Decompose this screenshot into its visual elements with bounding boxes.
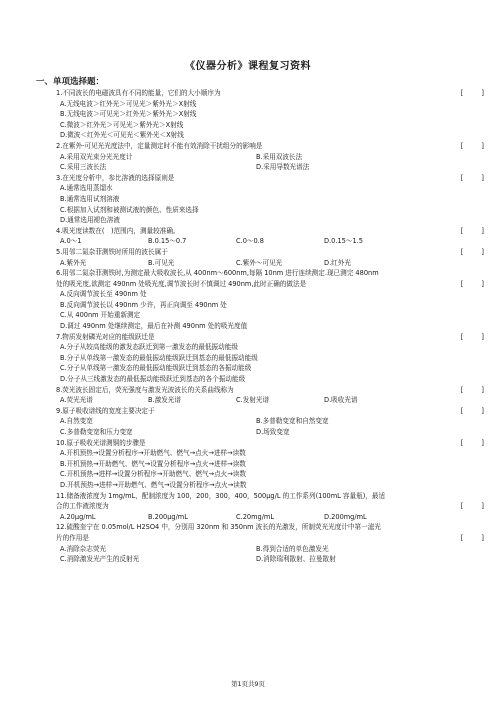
question-9-stem: 9.原子吸收谱线的宽度主要决定于 [ ]: [56, 406, 492, 415]
option: D.红外光: [324, 258, 351, 267]
question-6-option-d: D.调过 490nm 处继续测定，最后在补测 490nm 处的吸光度值: [60, 322, 248, 331]
option: C.20mg/mL: [236, 512, 275, 521]
option: D.消除瑞利散射、拉曼散射: [256, 555, 336, 564]
question-2-options-row-2: [60, 162, 462, 173]
option: B.多普勒变宽和自然变宽: [256, 417, 329, 426]
answer-bracket: [ ]: [460, 141, 492, 150]
option: C.发射光谱: [236, 396, 270, 405]
answer-bracket: [ ]: [460, 502, 492, 511]
answer-bracket: [ ]: [460, 279, 492, 288]
question-6-option-c: C.从 400nm 开始重新测定: [60, 311, 141, 320]
answer-bracket: [ ]: [460, 173, 492, 182]
question-6-option-b: B.反向调节波长以 490nm 少许，再正向调至 490nm 处: [60, 300, 227, 309]
option: D.吸收光谱: [324, 396, 358, 405]
option: B.可见光: [148, 258, 175, 267]
question-6-stem-line-2: 处的吸光度,欲测定 490nm 处吸光度,调节波长时不慎调过 490nm,此时正确的做法是 [ ]: [56, 279, 492, 288]
option: B.采用双波长法: [256, 152, 303, 161]
question-3-option-b: B.通常选用试剂溶液: [60, 194, 120, 203]
question-3-option-a: A.通常选用蒸馏水: [60, 184, 113, 193]
question-3-option-c: C.根据加入试剂和被测试液的颜色、性质来选择: [60, 205, 199, 214]
question-10-option-d: D.开机预热→进样→开助燃气、燃气→设置分析程序→点火→读数: [60, 480, 247, 489]
answer-bracket: [ ]: [460, 332, 492, 341]
question-1-option-d: D.微波＜红外光＜可见光＜紫外光＜X射线: [60, 131, 184, 140]
option: C.消除激发光产生的反射光: [60, 555, 140, 564]
question-12-options-row-1: [60, 544, 462, 555]
option: A.采用双光束分光光度计: [60, 152, 133, 161]
question-8-options: [60, 395, 462, 406]
question-5-options: [60, 258, 462, 269]
question-12-stem-line-1: 12.硫酸奎宁在 0.05mol/L H2SO4 中，分别用 320nm 和 350nm 波长的光激发，所制荧光光度计中第一滤光: [56, 523, 381, 532]
answer-bracket: [ ]: [460, 438, 492, 447]
question-10-option-c: C.开机预热→进样→设置分析程序→开助燃气、燃气→点火→读数: [60, 470, 246, 479]
question-1-option-b: B.无线电波＞可见光＞红外光＞紫外光＞X射线: [60, 110, 197, 119]
option: C.采用三波长法: [60, 163, 107, 172]
option: A.自然变宽: [60, 417, 93, 426]
page-title: 《仪器分析》课程复习资料: [185, 61, 311, 72]
question-7-option-c: C.分子从单线第一激发态的最低振动能级跃迁到基态的各振动能级: [60, 364, 252, 373]
question-3-option-d: D.通常选用褪色溶液: [60, 216, 120, 225]
question-10-option-a: A.开机预热→设置分析程序→开助燃气、燃气→点火→进样→读数: [60, 449, 246, 458]
option: A.20μg/mL: [60, 512, 96, 521]
question-list: [56, 88, 492, 565]
question-9-options-row-1: [60, 416, 462, 427]
question-11-options: [60, 512, 462, 523]
option: C.紫外～可见光: [236, 258, 283, 267]
question-7-option-d: D.分子从三线激发态的最低振动能级跃迁到基态的各个振动能级: [60, 375, 246, 384]
question-11-stem-line-1: 11.储备液浓度为 1mg/mL，配制浓度为 100，200，300，400，500μg/L 的工作系列(100mL 容量瓶)，最适: [56, 491, 386, 500]
option: B.得到合适的单色激发光: [256, 544, 329, 553]
option: A.消除杂志荧光: [60, 544, 107, 553]
answer-bracket: [ ]: [460, 385, 492, 394]
question-1-option-a: A.无线电波＞红外光＞可见光＞紫外光＞X射线: [60, 99, 197, 108]
option: D.0.15～1.5: [324, 237, 363, 246]
answer-bracket: [ ]: [460, 533, 492, 542]
option: C.多普勒变宽和压力变宽: [60, 428, 133, 436]
question-9-options-row-2: [60, 427, 462, 438]
page-footer: 第1页共9页: [231, 680, 265, 688]
question-10-stem: 10.原子吸收光谱测铜的步骤是 [ ]: [56, 438, 492, 447]
option: B.激发光谱: [148, 396, 181, 405]
question-1-option-c: C.微波＞红外光＞可见光＞紫外光＞X射线: [60, 120, 184, 129]
option: B.200μg/mL: [148, 512, 188, 521]
question-10-option-b: B.开机预热→开助燃气、燃气→设置分析程序→点火→进样→读数: [60, 459, 246, 468]
question-3-stem: 3.在光度分析中，参比溶液的选择原则是 [ ]: [56, 173, 492, 182]
question-2-stem: 2.在紫外-可见光光度法中，定量测定时不能有效消除干扰组分的影响是 [ ]: [56, 141, 492, 150]
section-heading: 一、单项选择题：: [36, 77, 105, 87]
question-7-stem: 7.物质发射磷光对应的能级跃迁是 [ ]: [56, 332, 492, 341]
question-7-option-b: B.分子从单线第一激发态的最低振动能级跃迁到基态的最低振动能级: [60, 353, 258, 362]
question-1-stem: 1.不同波长的电磁波具有不同的能量，它们的大小顺序为 [ ]: [56, 89, 492, 97]
answer-bracket: [ ]: [460, 226, 492, 235]
answer-bracket: [ ]: [460, 247, 492, 256]
option: D.场致变宽: [256, 428, 290, 436]
option: C.0～0.8: [236, 237, 264, 246]
option: A.荧光光谱: [60, 396, 93, 405]
answer-bracket: [ ]: [460, 89, 492, 97]
question-12-stem-line-2: 片的作用是 [ ]: [56, 533, 492, 542]
option: D.200mg/mL: [324, 512, 367, 521]
question-2-options-row-1: [60, 152, 462, 163]
question-6-option-a: A.反向调节波长至 490nm 处: [60, 290, 147, 299]
question-5-stem: 5.用邻二氮杂菲测铁时所用的波长属于 [ ]: [56, 247, 492, 256]
question-7-option-a: A.分子从较高能级的激发态跃迁到第一激发态的最低振动能级: [60, 343, 238, 352]
question-8-stem: 8.荧光波长固定后，荧光强度与激发光波波长的关系曲线称为 [ ]: [56, 385, 492, 394]
question-4-stem: 4.吸光度读数在( )范围内，测量较准确。 [ ]: [56, 226, 492, 235]
option: B.0.15～0.7: [148, 237, 187, 246]
option: A.0～1: [60, 237, 82, 246]
question-6-stem-line-1: 6.用邻二氮杂菲测铁时,为测定最大吸收波长,从 400nm～600nm,每隔 10nm 进行连续测定.现已测完 480nm: [56, 269, 379, 278]
answer-bracket: [ ]: [460, 406, 492, 415]
option: A.紫外光: [60, 258, 87, 267]
option: D.采用导数光谱法: [256, 163, 310, 172]
question-11-stem-line-2: 合的工作液浓度为 [ ]: [56, 502, 492, 511]
question-12-options-row-2: [60, 554, 462, 565]
question-4-options: [60, 236, 462, 247]
